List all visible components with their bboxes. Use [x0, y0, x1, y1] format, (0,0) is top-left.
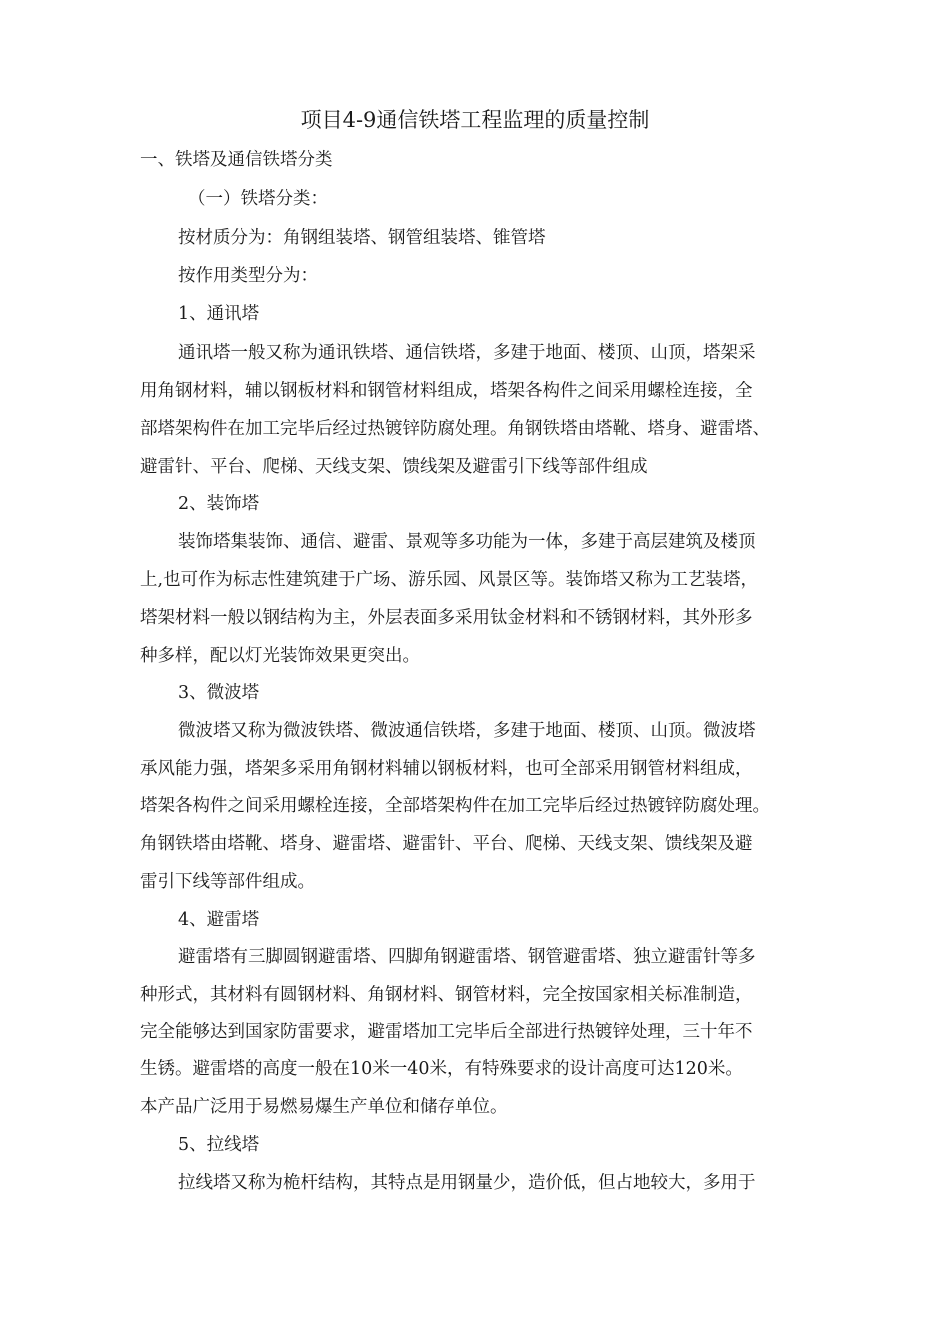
- subsection-heading: （一）铁塔分类：: [188, 189, 328, 209]
- item-heading: 1、通讯塔: [178, 304, 260, 324]
- paragraph-line: 通讯塔一般又称为通讯铁塔、通信铁塔，多建于地面、楼顶、山顶，塔架采: [178, 343, 756, 363]
- section-heading: 一、铁塔及通信铁塔分类: [140, 150, 333, 170]
- document-title: 项目4-9通信铁塔工程监理的质量控制: [300, 108, 650, 132]
- paragraph-line: 上,也可作为标志性建筑建于广场、游乐园、风景区等。装饰塔又称为工艺装塔，: [140, 570, 759, 590]
- paragraph-line: 装饰塔集装饰、通信、避雷、景观等多功能为一体，多建于高层建筑及楼顶: [178, 532, 756, 552]
- item-heading: 3、微波塔: [178, 683, 260, 703]
- paragraph-line: 微波塔又称为微波铁塔、微波通信铁塔，多建于地面、楼顶、山顶。微波塔: [178, 721, 756, 741]
- paragraph-line: 塔架各构件之间采用螺栓连接，全部塔架构件在加工完毕后经过热镀锌防腐处理。: [140, 796, 770, 816]
- paragraph-line: 承风能力强，塔架多采用角钢材料辅以钢板材料，也可全部采用钢管材料组成，: [140, 759, 753, 779]
- paragraph-line: 塔架材料一般以钢结构为主，外层表面多采用钛金材料和不锈钢材料，其外形多: [140, 608, 753, 628]
- paragraph-line: 角钢铁塔由塔靴、塔身、避雷塔、避雷针、平台、爬梯、天线支架、馈线架及避: [140, 834, 753, 854]
- paragraph-by-function: 按作用类型分为：: [178, 266, 318, 286]
- paragraph-line: 部塔架构件在加工完毕后经过热镀锌防腐处理。角钢铁塔由塔靴、塔身、避雷塔、: [140, 419, 770, 439]
- paragraph-line: 种形式，其材料有圆钢材料、角钢材料、钢管材料，完全按国家相关标准制造，: [140, 985, 753, 1005]
- paragraph-line: 生锈。避雷塔的高度一般在10米一40米，有特殊要求的设计高度可达120米。: [140, 1059, 743, 1079]
- paragraph-line: 避雷塔有三脚圆钢避雷塔、四脚角钢避雷塔、钢管避雷塔、独立避雷针等多: [178, 947, 756, 967]
- paragraph-line: 完全能够达到国家防雷要求，避雷塔加工完毕后全部进行热镀锌处理，三十年不: [140, 1022, 753, 1042]
- paragraph-by-material: 按材质分为：角钢组装塔、钢管组装塔、锥管塔: [178, 228, 546, 248]
- paragraph-line: 避雷针、平台、爬梯、天线支架、馈线架及避雷引下线等部件组成: [140, 457, 648, 477]
- item-heading: 4、避雷塔: [178, 910, 260, 930]
- paragraph-line: 雷引下线等部件组成。: [140, 872, 315, 892]
- item-heading: 2、装饰塔: [178, 494, 260, 514]
- paragraph-line: 用角钢材料，辅以钢板材料和钢管材料组成，塔架各构件之间采用螺栓连接，全: [140, 381, 753, 401]
- paragraph-line: 本产品广泛用于易燃易爆生产单位和储存单位。: [140, 1097, 508, 1117]
- item-heading: 5、拉线塔: [178, 1135, 260, 1155]
- paragraph-line: 种多样，配以灯光装饰效果更突出。: [140, 646, 420, 666]
- paragraph-line: 拉线塔又称为桅杆结构，其特点是用钢量少，造价低，但占地较大，多用于: [178, 1173, 756, 1193]
